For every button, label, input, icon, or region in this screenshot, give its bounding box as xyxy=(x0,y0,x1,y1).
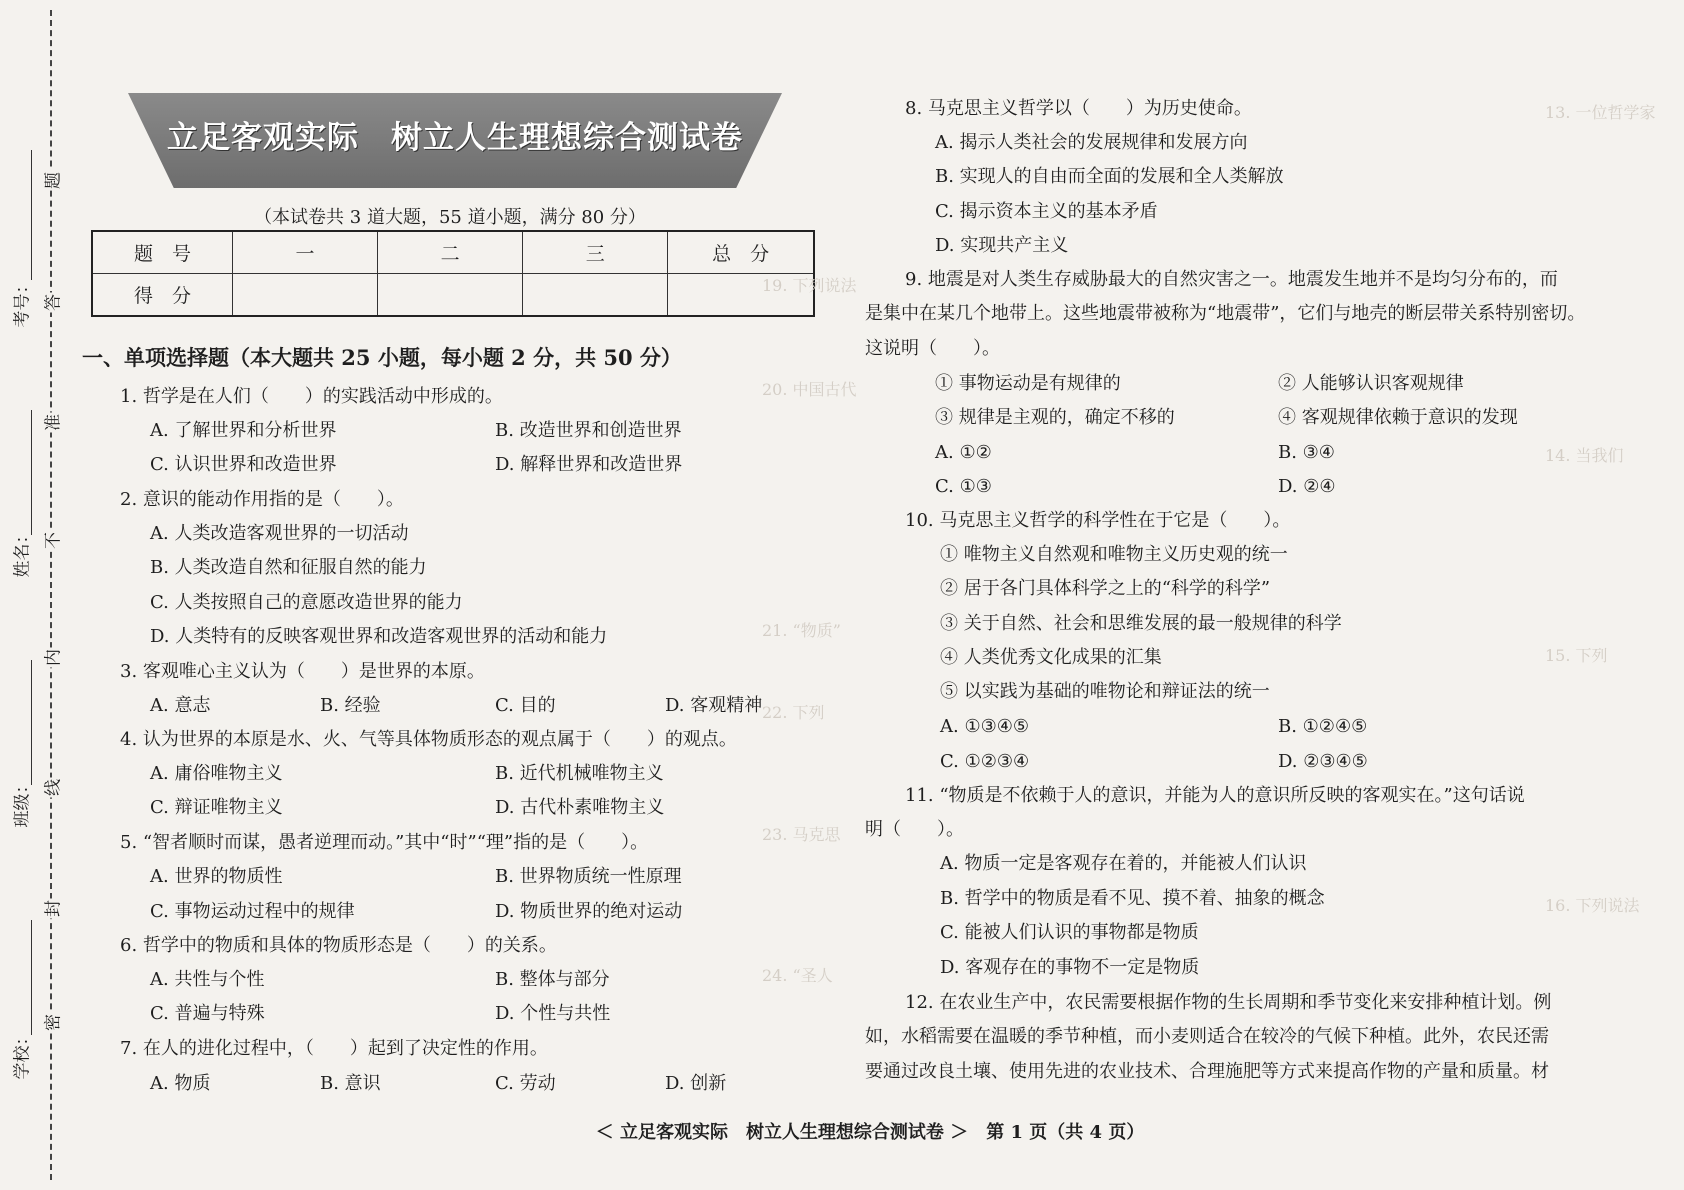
option: A. 意志 xyxy=(150,695,211,716)
score-table-cell: 二 xyxy=(378,231,523,274)
option: C. 揭示资本主义的基本矛盾 xyxy=(935,201,1158,222)
option: D. 创新 xyxy=(665,1073,727,1094)
option: A. 物质 xyxy=(150,1073,211,1094)
score-table-cell: 总 分 xyxy=(668,231,814,274)
question-stem: 5. “智者顺时而谋，愚者逆理而动。”其中“时”“理”指的是（ ）。 xyxy=(120,832,649,853)
seal-char: 不 xyxy=(39,531,64,551)
question-stem: 2. 意识的能动作用指的是（ ）。 xyxy=(120,489,404,510)
option: B. 意识 xyxy=(320,1073,381,1094)
option: C. ①③ xyxy=(935,476,992,497)
option: A. 共性与个性 xyxy=(150,969,265,990)
option: D. 客观精神 xyxy=(665,695,763,716)
option: D. ②④ xyxy=(1278,476,1336,497)
bleed-text: 16. 下列说法 xyxy=(1545,896,1640,915)
score-table xyxy=(91,230,815,317)
page-footer: ＜ 立足客观实际 树立人生理想综合测试卷 ＞ 第 1 页（共 4 页） xyxy=(595,1122,1145,1143)
statement: ③ 规律是主观的，确定不移的 xyxy=(935,407,1175,428)
score-table-header-row xyxy=(92,231,814,274)
option: D. 客观存在的事物不一定是物质 xyxy=(940,957,1200,978)
bleed-text: 21. “物质” xyxy=(762,621,841,640)
statement: ⑤ 以实践为基础的唯物论和辩证法的统一 xyxy=(940,681,1270,702)
option: C. 能被人们认识的事物都是物质 xyxy=(940,922,1199,943)
statement: ② 人能够认识客观规律 xyxy=(1278,373,1464,394)
option: A. 揭示人类社会的发展规律和发展方向 xyxy=(935,132,1248,153)
option: B. 实现人的自由而全面的发展和全人类解放 xyxy=(935,166,1284,187)
option: D. 解释世界和改造世界 xyxy=(495,454,683,475)
option: D. 个性与共性 xyxy=(495,1003,611,1024)
option: A. 庸俗唯物主义 xyxy=(150,763,283,784)
school-label: 学校： xyxy=(12,1028,33,1080)
question-stem: 7. 在人的进化过程中，（ ）起到了决定性的作用。 xyxy=(120,1038,548,1059)
question-stem: 这说明（ ）。 xyxy=(865,338,1000,359)
score-table-score-row xyxy=(92,274,814,317)
question-stem: 是集中在某几个地带上。这些地震带被称为“地震带”，它们与地壳的断层带关系特别密切。 xyxy=(865,303,1586,324)
bleed-text: 13. 一位哲学家 xyxy=(1545,103,1656,122)
bleed-text: 22. 下列 xyxy=(762,703,825,722)
option: A. 世界的物质性 xyxy=(150,866,283,887)
name-label: 姓名： xyxy=(12,526,33,578)
seal-char: 题 xyxy=(39,171,64,191)
question-stem: 如，水稻需要在温暖的季节种植，而小麦则适合在较冷的气候下种植。此外，农民还需 xyxy=(865,1026,1549,1047)
bleed-text: 20. 中国古代 xyxy=(762,380,857,399)
option: B. ①②④⑤ xyxy=(1278,716,1368,737)
question-stem: 9. 地震是对人类生存威胁最大的自然灾害之一。地震发生地并不是均匀分布的，而 xyxy=(905,269,1558,290)
seal-char: 答 xyxy=(39,293,64,313)
section-heading: 一、单项选择题（本大题共 25 小题，每小题 2 分，共 50 分） xyxy=(82,345,682,370)
option: B. 人类改造自然和征服自然的能力 xyxy=(150,557,427,578)
score-table-cell: 得 分 xyxy=(92,274,232,317)
option: B. 世界物质统一性原理 xyxy=(495,866,682,887)
bleed-text: 24. “圣人 xyxy=(762,966,833,985)
statement: ④ 客观规律依赖于意识的发现 xyxy=(1278,407,1518,428)
option: C. 劳动 xyxy=(495,1073,556,1094)
binding-margin xyxy=(0,0,80,1190)
option: D. 实现共产主义 xyxy=(935,235,1069,256)
option: C. 目的 xyxy=(495,695,556,716)
option: B. 整体与部分 xyxy=(495,969,610,990)
option: A. 人类改造客观世界的一切活动 xyxy=(150,523,409,544)
question-stem: 12. 在农业生产中，农民需要根据作物的生长周期和季节变化来安排种植计划。例 xyxy=(905,992,1552,1013)
statement: ③ 关于自然、社会和思维发展的最一般规律的科学 xyxy=(940,613,1342,634)
option: A. 物质一定是客观存在着的，并能被人们认识 xyxy=(940,853,1307,874)
option: D. 古代朴素唯物主义 xyxy=(495,797,665,818)
option: D. ②③④⑤ xyxy=(1278,751,1368,772)
exam-title: 立足客观实际 树立人生理想综合测试卷 xyxy=(167,120,743,156)
option: A. ①② xyxy=(935,442,992,463)
option: B. 哲学中的物质是看不见、摸不着、抽象的概念 xyxy=(940,888,1325,909)
question-stem: 4. 认为世界的本原是水、火、气等具体物质形态的观点属于（ ）的观点。 xyxy=(120,729,737,750)
question-stem: 10. 马克思主义哲学的科学性在于它是（ ）。 xyxy=(905,510,1291,531)
option: A. 了解世界和分析世界 xyxy=(150,420,337,441)
seal-char: 准 xyxy=(39,413,64,433)
option: B. ③④ xyxy=(1278,442,1335,463)
score-table-cell: 一 xyxy=(232,231,377,274)
score-table-cell: 题 号 xyxy=(92,231,232,274)
bleed-text: 15. 下列 xyxy=(1545,646,1608,665)
bleed-text: 14. 当我们 xyxy=(1545,446,1624,465)
option: C. 普遍与特殊 xyxy=(150,1003,265,1024)
option: C. ①②③④ xyxy=(940,751,1030,772)
option: B. 改造世界和创造世界 xyxy=(495,420,682,441)
class-label: 班级： xyxy=(12,776,33,828)
option: C. 人类按照自己的意愿改造世界的能力 xyxy=(150,592,463,613)
question-stem: 11. “物质是不依赖于人的意识，并能为人的意识所反映的客观实在。”这句话说 xyxy=(905,785,1525,806)
seal-char: 密 xyxy=(39,1013,64,1033)
question-stem: 8. 马克思主义哲学以（ ）为历史使命。 xyxy=(905,98,1252,119)
option: D. 物质世界的绝对运动 xyxy=(495,901,683,922)
option: D. 人类特有的反映客观世界和改造客观世界的活动和能力 xyxy=(150,626,608,647)
bleed-text: 23. 马克思 xyxy=(762,825,841,844)
score-cell-3[interactable] xyxy=(523,274,668,317)
seal-char: 封 xyxy=(39,899,64,919)
statement: ④ 人类优秀文化成果的汇集 xyxy=(940,647,1162,668)
exam-number-label: 考号： xyxy=(12,276,33,328)
option: A. ①③④⑤ xyxy=(940,716,1029,737)
score-table-cell: 三 xyxy=(523,231,668,274)
statement: ① 事物运动是有规律的 xyxy=(935,373,1121,394)
score-cell-1[interactable] xyxy=(232,274,377,317)
bleed-text: 19. 下列说法 xyxy=(762,276,857,295)
question-stem: 3. 客观唯心主义认为（ ）是世界的本原。 xyxy=(120,661,485,682)
seal-char: 线 xyxy=(39,778,64,798)
option: B. 经验 xyxy=(320,695,381,716)
question-stem: 1. 哲学是在人们（ ）的实践活动中形成的。 xyxy=(120,386,503,407)
exam-subtitle: （本试卷共 3 道大题，55 道小题，满分 80 分） xyxy=(254,207,646,228)
question-stem: 要通过改良土壤、使用先进的农业技术、合理施肥等方式来提高作物的产量和质量。材 xyxy=(865,1061,1549,1082)
seal-char: 内 xyxy=(39,648,64,668)
question-stem: 明（ ）。 xyxy=(865,819,964,840)
option: C. 事物运动过程中的规律 xyxy=(150,901,355,922)
option: C. 认识世界和改造世界 xyxy=(150,454,337,475)
statement: ① 唯物主义自然观和唯物主义历史观的统一 xyxy=(940,544,1288,565)
question-stem: 6. 哲学中的物质和具体的物质形态是（ ）的关系。 xyxy=(120,935,557,956)
statement: ② 居于各门具体科学之上的“科学的科学” xyxy=(940,578,1271,599)
score-cell-2[interactable] xyxy=(378,274,523,317)
option: B. 近代机械唯物主义 xyxy=(495,763,664,784)
option: C. 辩证唯物主义 xyxy=(150,797,283,818)
